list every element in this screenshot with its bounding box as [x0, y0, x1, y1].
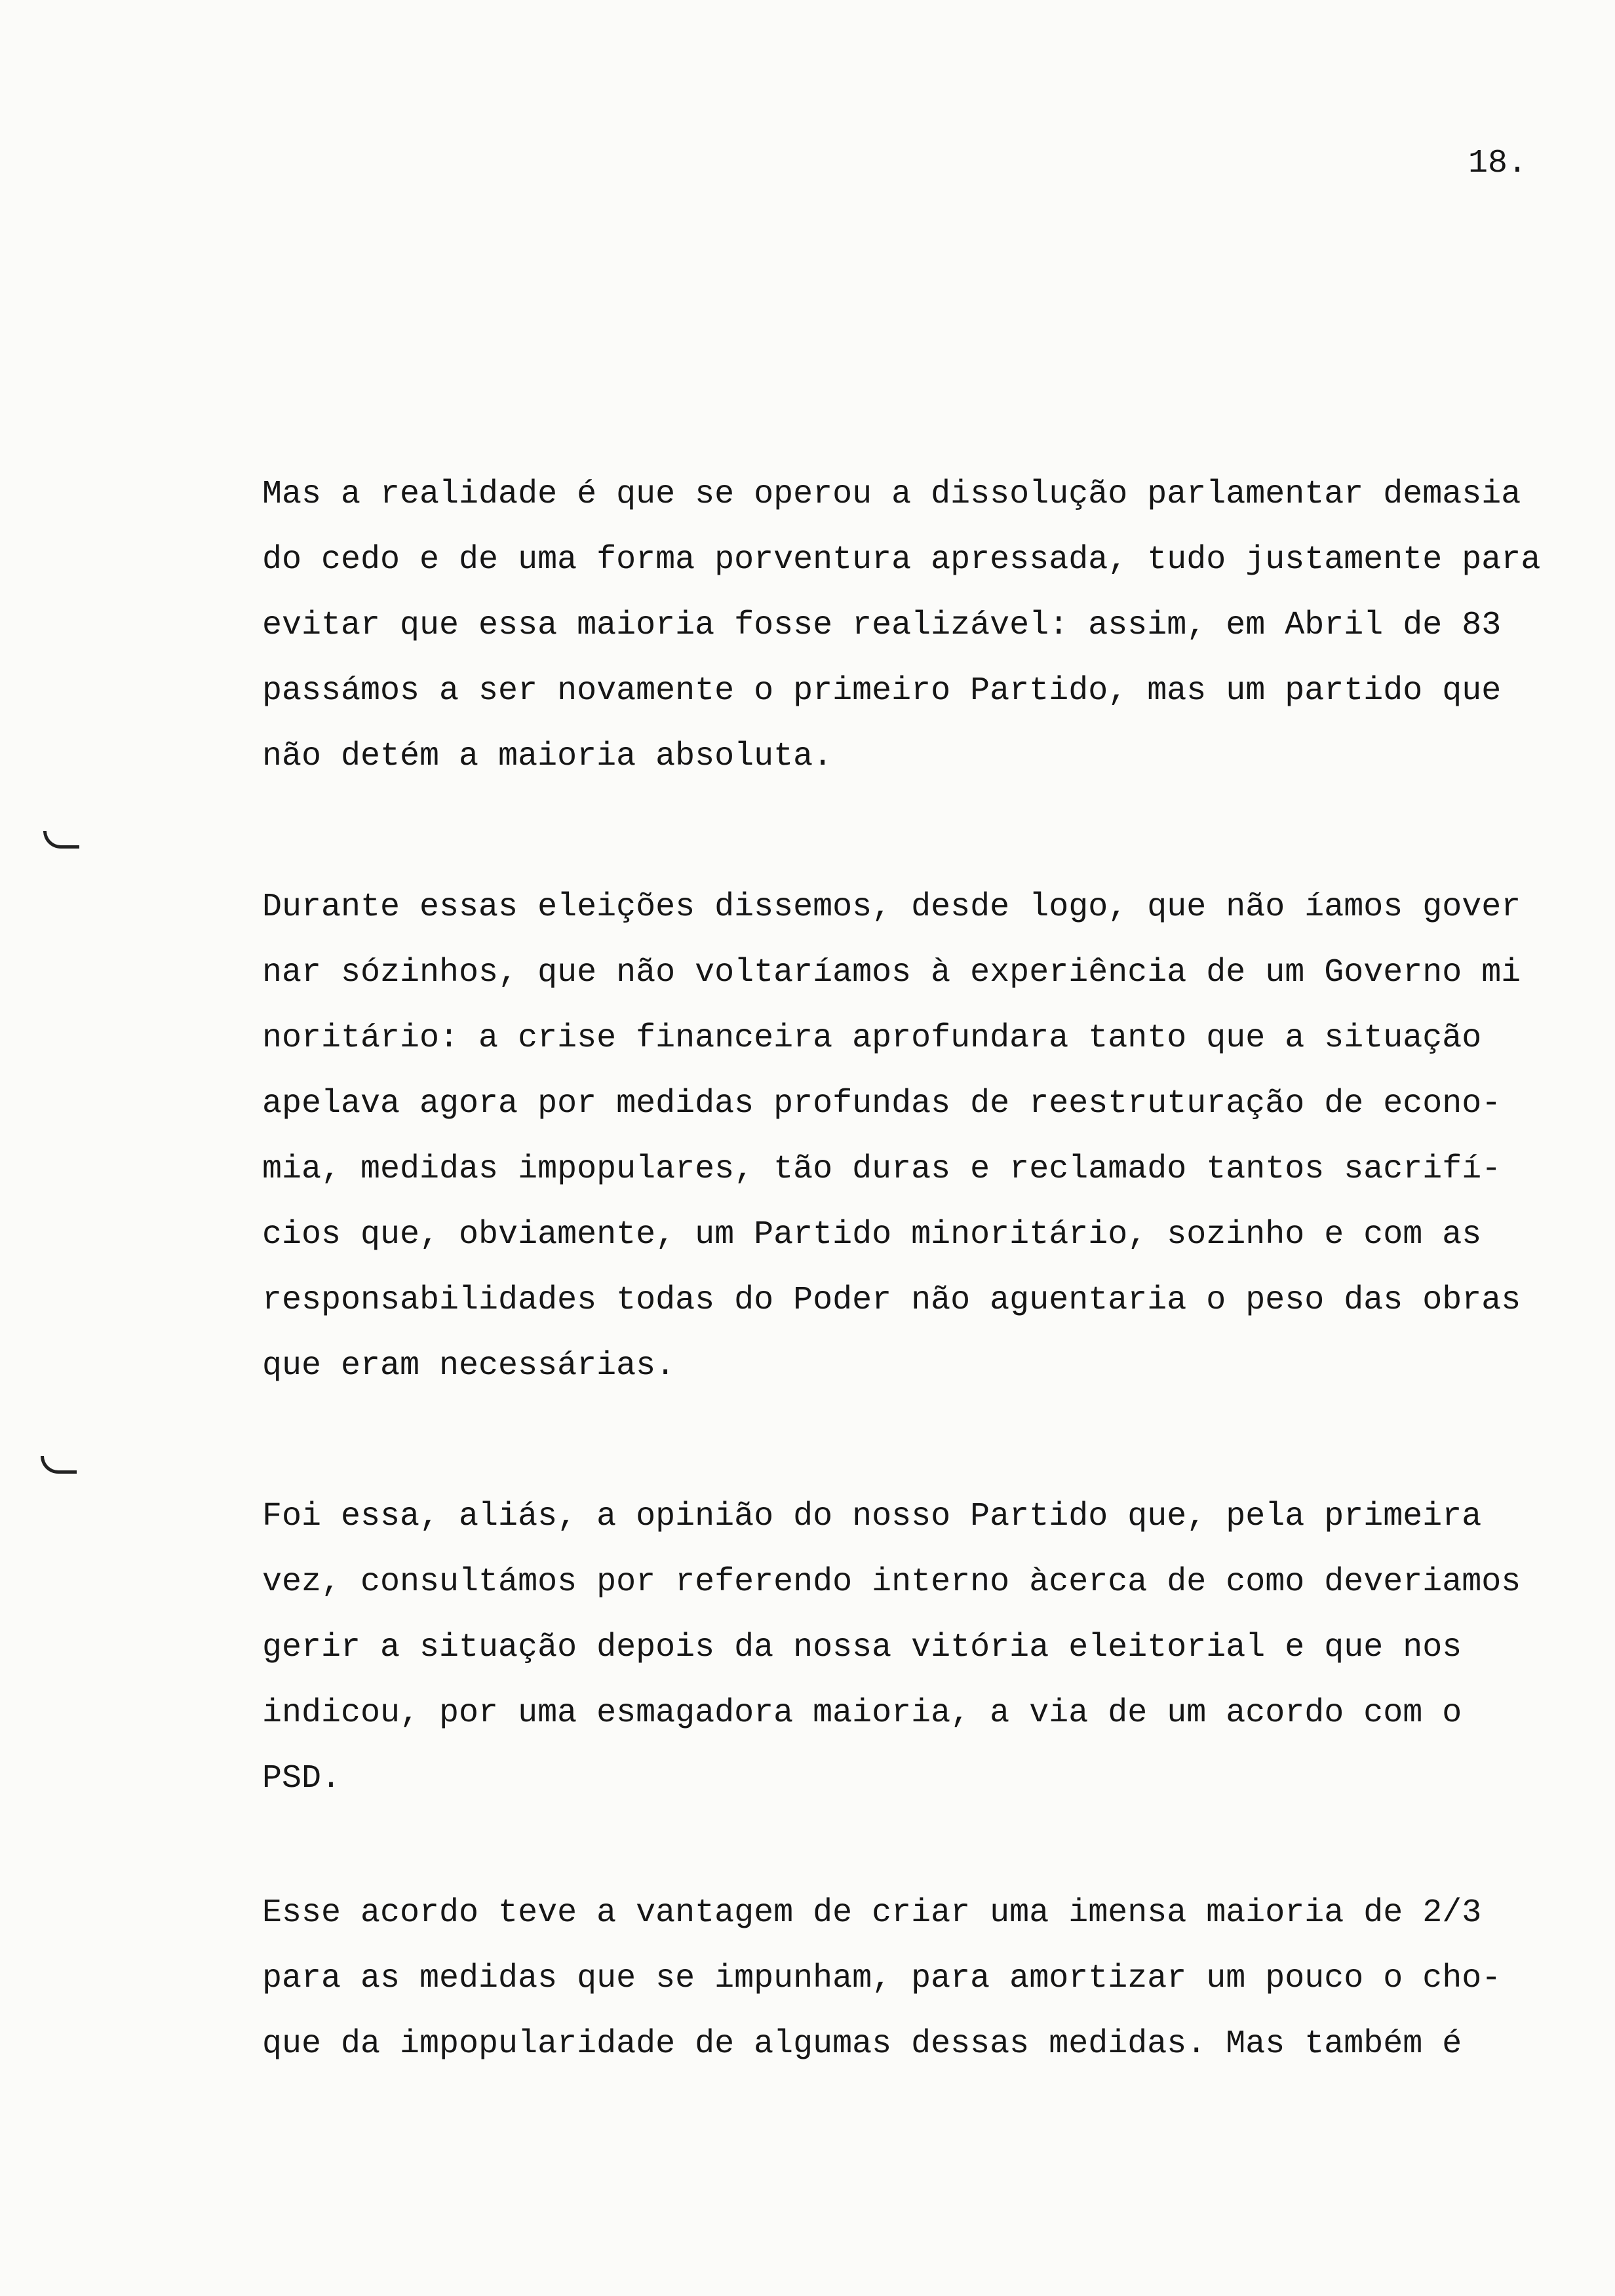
text-line: passámos a ser novamente o primeiro Partido, mas um partido que — [262, 672, 1502, 710]
text-line: Durante essas eleições dissemos, desde logo, que não íamos gover — [262, 889, 1521, 926]
paragraph-4 — [262, 1881, 1560, 2077]
text-line: vez, consultámos por referendo interno àcerca de como deveriamos — [262, 1563, 1521, 1601]
text-line: Foi essa, aliás, a opinião do nosso Partido que, pela primeira — [262, 1498, 1482, 1535]
text-line: apelava agora por medidas profundas de reestruturação de econo- — [262, 1085, 1502, 1122]
text-line: que da impopularidade de algumas dessas medidas. Mas também é — [262, 2025, 1462, 2063]
text-line: nar sózinhos, que não voltaríamos à experiência de um Governo mi — [262, 954, 1521, 991]
margin-mark-2 — [41, 1456, 77, 1474]
paragraph-1 — [262, 462, 1560, 790]
text-line: não detém a maioria absoluta. — [262, 738, 833, 775]
text-line: para as medidas que se impunham, para amortizar um pouco o cho- — [262, 1960, 1502, 1997]
text-line: evitar que essa maioria fosse realizável: assim, em Abril de 83 — [262, 607, 1502, 644]
text-line: cios que, obviamente, um Partido minoritário, sozinho e com as — [262, 1216, 1482, 1253]
text-line: Mas a realidade é que se operou a dissolução parlamentar demasia — [262, 476, 1521, 513]
text-line: indicou, por uma esmagadora maioria, a via de um acordo com o — [262, 1694, 1462, 1732]
text-line: responsabilidades todas do Poder não aguentaria o peso das obras — [262, 1282, 1521, 1319]
text-line: do cedo e de uma forma porventura apressada, tudo justamente para — [262, 541, 1541, 579]
paragraph-3 — [262, 1484, 1560, 1812]
margin-mark-1 — [43, 831, 79, 849]
text-line: gerir a situação depois da nossa vitória eleitorial e que nos — [262, 1629, 1462, 1666]
text-line: noritário: a crise financeira aprofundara tanto que a situação — [262, 1020, 1482, 1057]
paragraph-2 — [262, 875, 1560, 1399]
text-line: que eram necessárias. — [262, 1347, 676, 1385]
text-line: mia, medidas impopulares, tão duras e reclamado tantos sacrifí- — [262, 1151, 1502, 1188]
text-line: Esse acordo teve a vantagem de criar uma imensa maioria de 2/3 — [262, 1894, 1482, 1932]
text-line: PSD. — [262, 1760, 341, 1797]
page-number: 18. — [1468, 145, 1528, 182]
